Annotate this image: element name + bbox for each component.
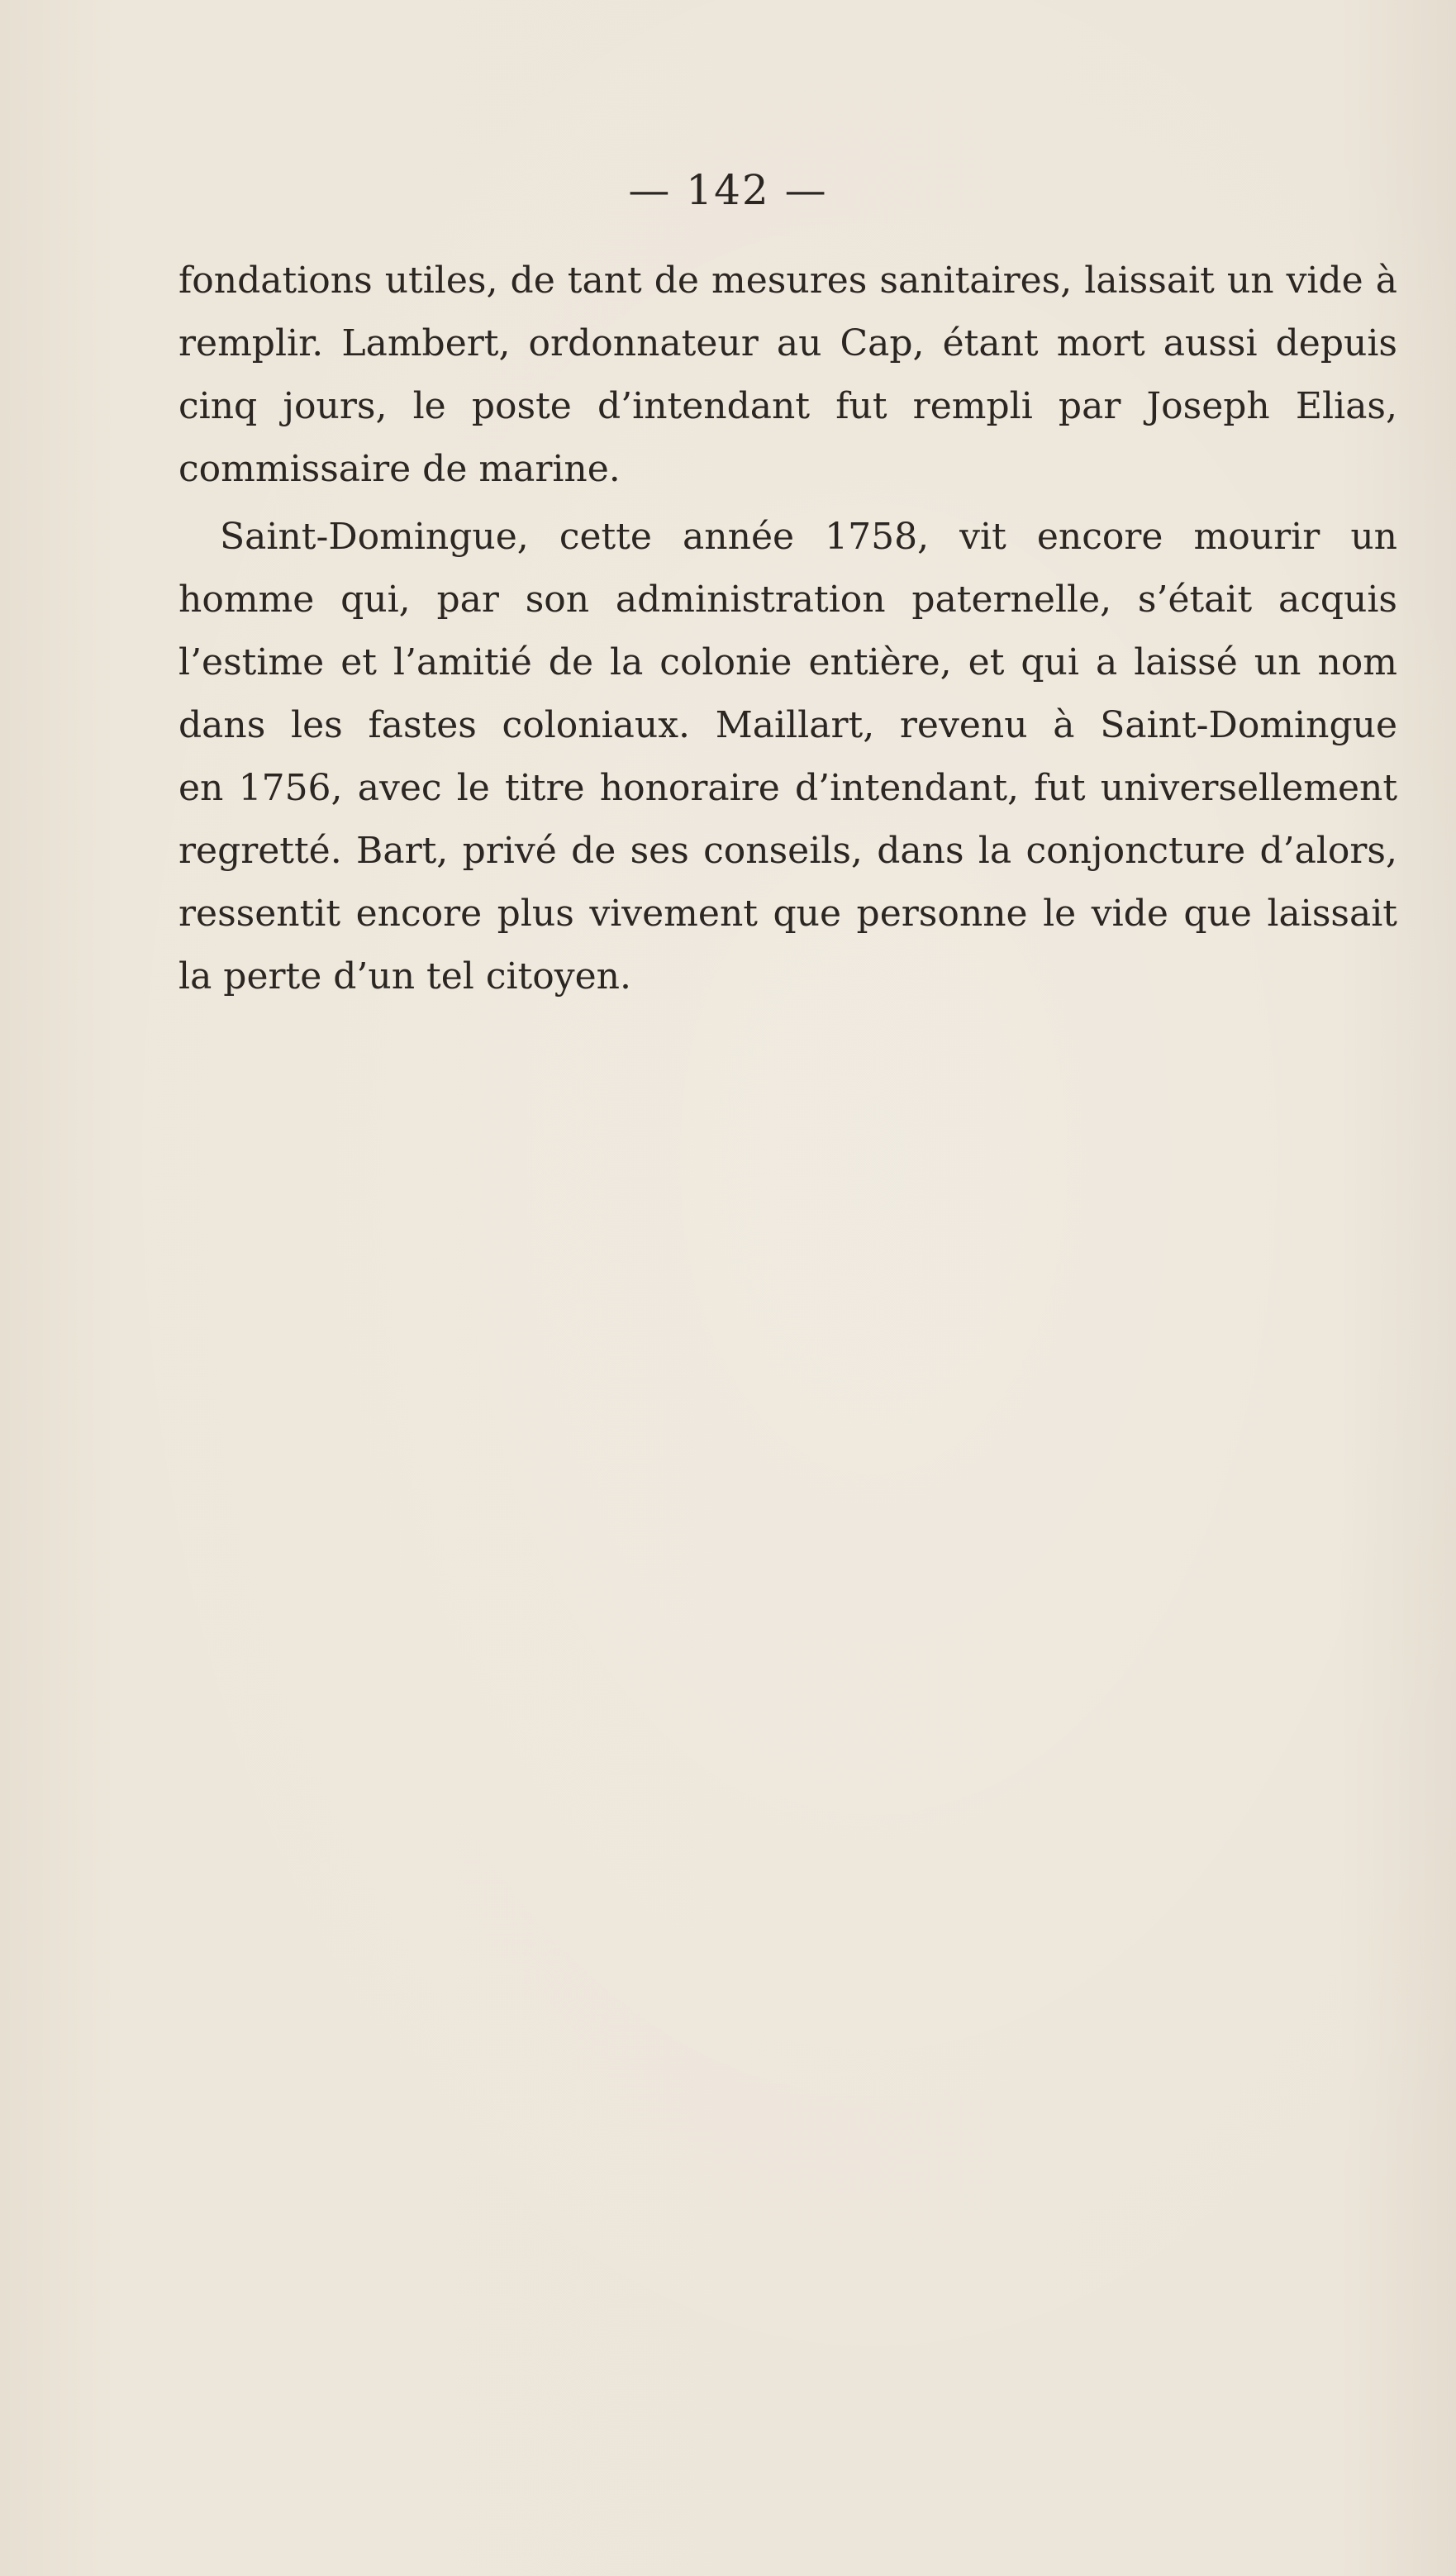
paragraph-1 xyxy=(178,250,1397,501)
text-line: commissaire de marine. xyxy=(178,448,621,490)
text-line: ressentit encore plus vivement que personne le vide que laissait xyxy=(178,893,1397,935)
text-line: remplir. Lambert, ordonnateur au Cap, étant mort aussi depuis xyxy=(178,322,1397,364)
text-line: l’estime et l’amitié de la colonie entière, et qui a laissé un nom xyxy=(178,641,1397,683)
text-line: cinq jours, le poste d’intendant fut rempli par Joseph Elias, xyxy=(178,385,1397,427)
text-line: Saint-Domingue, cette année 1758, vit encore mourir un xyxy=(220,516,1397,558)
text-line: regretté. Bart, privé de ses conseils, dans la conjoncture d’alors, xyxy=(178,830,1397,872)
text-line: la perte d’un tel citoyen. xyxy=(178,955,631,998)
text-line: en 1756, avec le titre honoraire d’intendant, fut universellement xyxy=(178,767,1397,809)
text-line: dans les fastes coloniaux. Maillart, revenu à Saint-Domingue xyxy=(178,704,1397,746)
body-text xyxy=(178,250,1397,1013)
text-line: homme qui, par son administration paternelle, s’était acquis xyxy=(178,579,1397,621)
page-number: — 142 — xyxy=(628,166,828,214)
paragraph-2 xyxy=(178,506,1397,1008)
text-line: fondations utiles, de tant de mesures sanitaires, laissait un vide à xyxy=(178,260,1397,302)
